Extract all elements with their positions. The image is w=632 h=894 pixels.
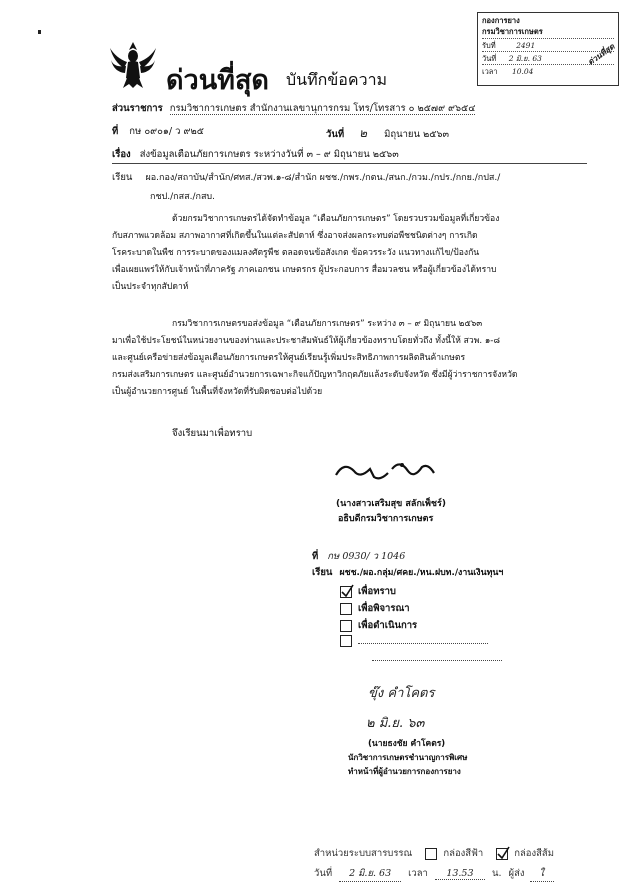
checkbox-icon[interactable] <box>340 603 352 615</box>
paragraph-1 <box>112 211 588 296</box>
date-day: ๒ <box>359 126 368 140</box>
option-label: เพื่อทราบ <box>358 586 396 597</box>
footer-by-label: ผู้ส่ง <box>508 868 525 879</box>
p1-line: ด้วยกรมวิชาการเกษตรได้จัดทำข้อมูล “เตือนภัยการเกษตร” โดยรวบรวมข้อมูลที่เกี่ยวข้อง <box>172 214 500 224</box>
p2-line: กรมส่งเสริมการเกษตร และศูนย์อำนวยการเฉพาะกิจแก้ปัญหาวิกฤตภัยแล้งระดับจังหวัด ซึ่งมีผู้ว่าราชการจังหวัด <box>112 370 518 380</box>
subject-label: เรื่อง <box>112 149 131 160</box>
footer-option-1: กล่องสีฟ้า <box>443 848 484 859</box>
signer-name: (นางสาวเสริมสุข สลักเพ็ชร์) <box>336 499 446 509</box>
p2-line: มาเพื่อใช้ประโยชน์ในหน่วยงานของท่านและประชาสัมพันธ์ให้ผู้เกี่ยวข้องทราบโดยทั่วถึง ทั้งนี้ให้ สวพ. ๑-๘ <box>112 336 501 346</box>
date-value: มิถุนายน ๒๕๖๓ <box>384 129 449 140</box>
p2-line: กรมวิชาการเกษตรขอส่งข้อมูล “เตือนภัยการเกษตร” ระหว่าง ๓ – ๙ มิถุนายน ๒๕๖๓ <box>172 319 483 329</box>
routing-ref-value: กษ 0930/ ว 1046 <box>327 551 406 562</box>
ref-label: ที่ <box>112 126 119 137</box>
director-signature <box>330 455 440 487</box>
approver-name: (นายธงชัย คำโคตร) <box>368 739 446 749</box>
stamp-corner-note: ด่วนที่สุด <box>585 41 617 67</box>
footer-option-2: กล่องสีส้ม <box>514 848 554 859</box>
footer-system <box>314 846 554 861</box>
urgency-label: ด่วนที่สุด <box>166 65 269 96</box>
routing-option-4[interactable] <box>340 635 488 647</box>
routing-option-3[interactable] <box>340 618 417 633</box>
subject-value: ส่งข้อมูลเตือนภัยการเกษตร ระหว่างวันที่ ๓ – ๙ มิถุนายน ๒๕๖๓ <box>139 149 399 160</box>
footer-unit: น. <box>491 868 502 879</box>
routing-to-label: เรียน <box>312 567 333 578</box>
footer-date-label: วันที่ <box>314 868 333 879</box>
stamp-line2: กรมวิชาการเกษตร <box>482 27 543 36</box>
p1-line: กับสภาพแวดล้อม สภาพอากาศที่เกิดขึ้นในแต่ละสัปดาห์ ซึ่งอาจส่งผลกระทบต่อพืชชนิดต่างๆ การเกิด <box>112 231 478 241</box>
date-row <box>326 124 449 143</box>
approver-position-2: ทำหน้าที่ผู้อำนวยการกองการยาง <box>348 767 461 776</box>
date-label: วันที่ <box>326 129 345 140</box>
stamp-recv: รับที่ 2491 <box>482 41 536 50</box>
p1-line: เป็นประจำทุกสัปดาห์ <box>112 282 189 292</box>
p2-line: เป็นผู้อำนวยการศูนย์ ในพื้นที่จังหวัดที่รับผิดชอบต่อไปด้วย <box>112 387 323 397</box>
to-row <box>112 170 500 185</box>
footer-time-label: เวลา <box>408 868 428 879</box>
closing-line: จึงเรียนมาเพื่อทราบ <box>172 428 253 439</box>
option-label: เพื่อดำเนินการ <box>358 620 418 631</box>
header-divider <box>112 163 587 164</box>
ref-value: กษ ๐๙๐๑/ ว ๙๒๕ <box>129 126 204 137</box>
checkbox-icon[interactable] <box>340 635 352 647</box>
option-blank-line <box>358 643 488 644</box>
to-line2: กชป./กสส./กสบ. <box>150 192 216 202</box>
p1-line: โรคระบาดในพืช การระบาดของแมลงศัตรูพืช ตลอดจนข้อสังเกต ข้อควรระวัง แนวทางแก้ไข/ป้องกัน <box>112 248 480 258</box>
p2-line: และศูนย์เครือข่ายส่งข้อมูลเตือนภัยการเกษตรให้ศูนย์เรียนรู้เพิ่มประสิทธิภาพการผลิตสินค้าเกษตร <box>112 353 466 363</box>
routing-to-value: ผชช./ผอ.กลุ่ม/ศคย./หน.ฝบท./งานเงินทุนฯ <box>339 568 504 578</box>
routing-option-1[interactable] <box>340 584 396 599</box>
approver-position-1: นักวิชาการเกษตรชำนาญการพิเศษ <box>348 753 468 762</box>
ref-row <box>112 124 204 139</box>
agency-value: กรมวิชาการเกษตร สำนักงานเลขานุการกรม โทร/โทรสาร ๐ ๒๕๗๙ ๙๖๕๔ <box>169 103 476 114</box>
routing-to <box>312 565 503 580</box>
footer-date <box>314 866 554 882</box>
checkbox-icon[interactable] <box>425 848 437 860</box>
approval-date: ๒ มิ.ย. ๖๓ <box>366 716 425 731</box>
checkbox-checked-icon[interactable] <box>496 848 508 860</box>
routing-ref-label: ที่ <box>312 551 319 562</box>
footer-time-value: 13.53 <box>435 868 485 880</box>
paragraph-2 <box>112 316 588 401</box>
to-line1: ผอ.กอง/สถาบัน/สำนัก/ศทส./สวพ.๑-๘/สำนัก ผชช./กพร./กตน./สนก./กวม./กปร./กกย./กปส./ <box>145 173 501 183</box>
stamp-recv-value: 2491 <box>516 41 536 50</box>
to-label: เรียน <box>112 172 133 183</box>
agency-label: ส่วนราชการ <box>112 103 163 114</box>
stamp-date-value: 2 มิ.ย. 63 <box>508 54 542 63</box>
footer-system-label: สำหน่วยระบบสารบรรณ <box>314 848 413 859</box>
routing-ref <box>312 549 405 564</box>
checkbox-icon[interactable] <box>340 620 352 632</box>
stray-mark <box>38 30 41 34</box>
approval-initial: ขุ๊ง คำโคตร <box>368 686 435 701</box>
stamp-date: วันที่ 2 มิ.ย. 63 <box>482 54 542 63</box>
stamp-time: เวลา 10.04 <box>482 67 534 76</box>
checkbox-checked-icon[interactable] <box>340 586 352 598</box>
memo-title: บันทึกข้อความ <box>286 70 388 89</box>
stamp-line1: กองการยาง <box>482 16 520 25</box>
footer-date-value: 2 มิ.ย. 63 <box>339 866 401 882</box>
agency-row <box>112 101 475 116</box>
garuda-emblem-icon <box>108 38 158 90</box>
stamp-time-value: 10.04 <box>511 67 534 76</box>
option-label: เพื่อพิจารณา <box>358 603 410 614</box>
signer-position: อธิบดีกรมวิชาการเกษตร <box>338 514 434 524</box>
subject-row <box>112 147 399 162</box>
p1-line: เพื่อเผยแพร่ให้กับเจ้าหน้าที่ภาครัฐ ภาคเอกชน เกษตรกร ผู้ประกอบการ สื่อมวลชน หรือผู้เกี่ยวข้องได้ทราบ <box>112 265 497 275</box>
routing-option-2[interactable] <box>340 601 410 616</box>
footer-by-value: ใ <box>530 866 554 882</box>
blank-line <box>372 660 502 661</box>
